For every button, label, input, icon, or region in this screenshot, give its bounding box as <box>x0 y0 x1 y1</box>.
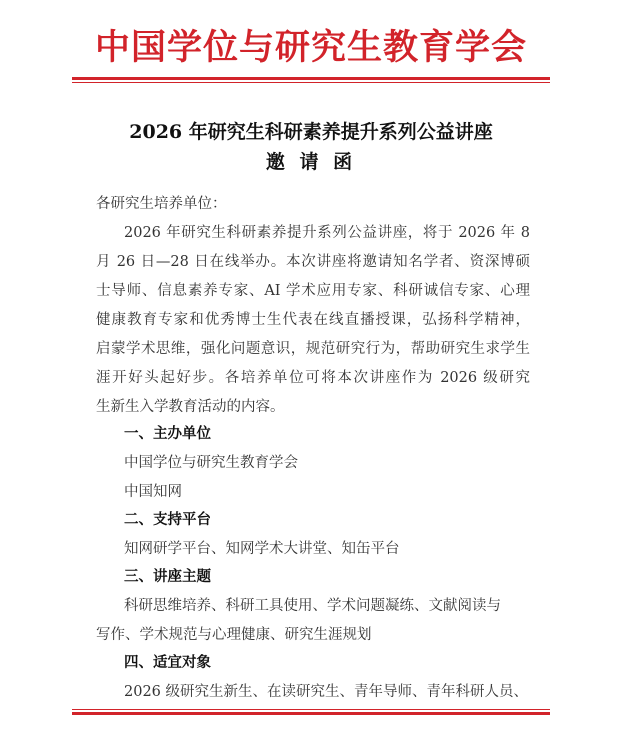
footer-rule-thin <box>72 709 550 710</box>
section-line: 中国学位与研究生教育学会 <box>124 455 298 471</box>
section-line: 写作、学术规范与心理健康、研究生涯规划 <box>96 627 372 643</box>
intro-line: 涯开好头起好步。各培养单位可将本次讲座作为 2026 级研究 <box>96 370 530 386</box>
organization-header: 中国学位与研究生教育学会 <box>94 27 527 68</box>
document-subtitle: 邀 请 函 <box>265 151 357 173</box>
section-heading-platforms: 二、支持平台 <box>124 511 211 528</box>
intro-line: 2026 年研究生科研素养提升系列公益讲座，将于 2026 年 8 <box>124 225 530 241</box>
section-line: 中国知网 <box>124 484 182 500</box>
section-heading-organizers: 一、主办单位 <box>124 425 211 442</box>
section-line: 知网研学平台、知网学术大讲堂、知缶平台 <box>124 541 400 557</box>
section-line: 科研思维培养、科研工具使用、学术问题凝练、文献阅读与 <box>124 598 501 614</box>
intro-line: 健康教育专家和优秀博士生代表在线直播授课，弘扬科学精神， <box>96 312 530 328</box>
salutation: 各研究生培养单位： <box>96 196 227 212</box>
header-rule-thin <box>72 82 550 83</box>
header-rule-thick <box>72 77 550 80</box>
document-title: 2026 年研究生科研素养提升系列公益讲座 <box>129 121 493 143</box>
footer-rule-thick <box>72 712 550 715</box>
section-line: 2026 级研究生新生、在读研究生、青年导师、青年科研人员、 <box>124 684 529 700</box>
intro-line: 启蒙学术思维，强化问题意识，规范研究行为，帮助研究生求学生 <box>96 341 530 357</box>
section-heading-topics: 三、讲座主题 <box>124 568 211 585</box>
intro-line: 月 26 日—28 日在线举办。本次讲座将邀请知名学者、资深博硕 <box>96 254 530 270</box>
intro-line: 生新生入学教育活动的内容。 <box>96 399 285 415</box>
intro-line: 士导师、信息素养专家、AI 学术应用专家、科研诚信专家、心理 <box>96 283 530 299</box>
section-heading-audience: 四、适宜对象 <box>124 654 211 671</box>
